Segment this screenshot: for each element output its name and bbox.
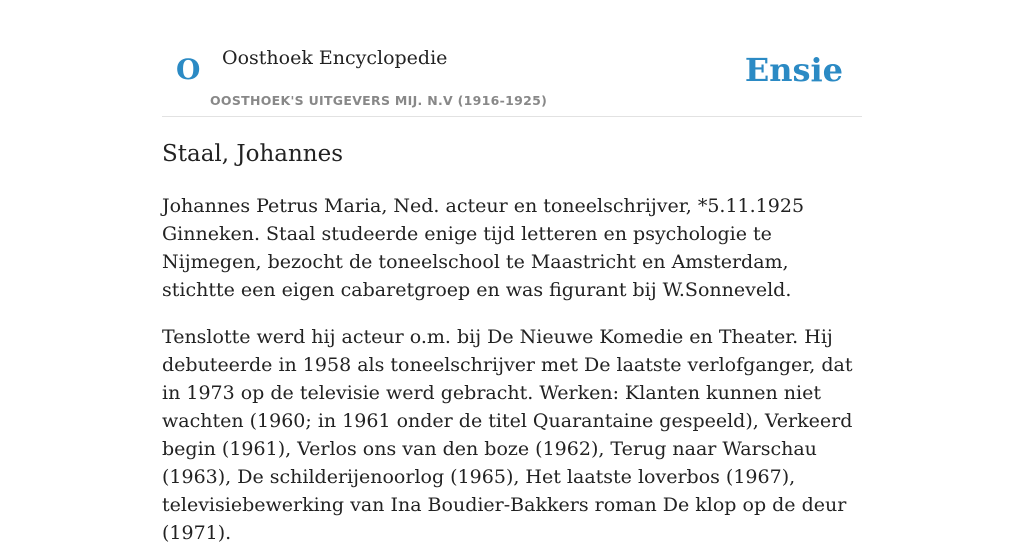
entry-content: [162, 138, 862, 547]
site-header: [162, 0, 862, 117]
logo-letter[interactable]: O: [176, 53, 201, 86]
site-title-link[interactable]: Oosthoek Encyclopedie: [222, 47, 448, 69]
publisher-label: OOSTHOEK'S UITGEVERS MIJ. N.V (1916-1925): [210, 93, 548, 108]
entry-title: Staal, Johannes: [162, 141, 344, 167]
entry-paragraph: Johannes Petrus Maria, Ned. acteur en toneelschrijver, *5.11.1925 Ginneken. Staal studeerde enige tijd letteren en psychologie te Nijmegen, bezocht de toneelschool te Maastricht en Amsterdam, stichtte een eigen cabaretgroep en was figurant bij W.Sonneveld.: [162, 195, 805, 301]
entry-paragraph: Tenslotte werd hij acteur o.m. bij De Nieuwe Komedie en Theater. Hij debuteerde in 1958 als toneelschrijver met De laatste verlofganger, dat in 1973 op de televisie werd gebracht. Werken: Klanten kunnen niet wachten (1960; in 1961 onder de titel Quarantaine gespeeld), Verkeerd begin (1961), Verlos ons van den boze (1962), Terug naar Warschau (1963), De schilderijenoorlog (1965), Het laatste loverbos (1967), televisiebewerking van Ina Boudier-Bakkers roman De klop op de deur (1971).: [162, 326, 853, 544]
ensie-brand-link[interactable]: Ensie: [744, 51, 843, 89]
